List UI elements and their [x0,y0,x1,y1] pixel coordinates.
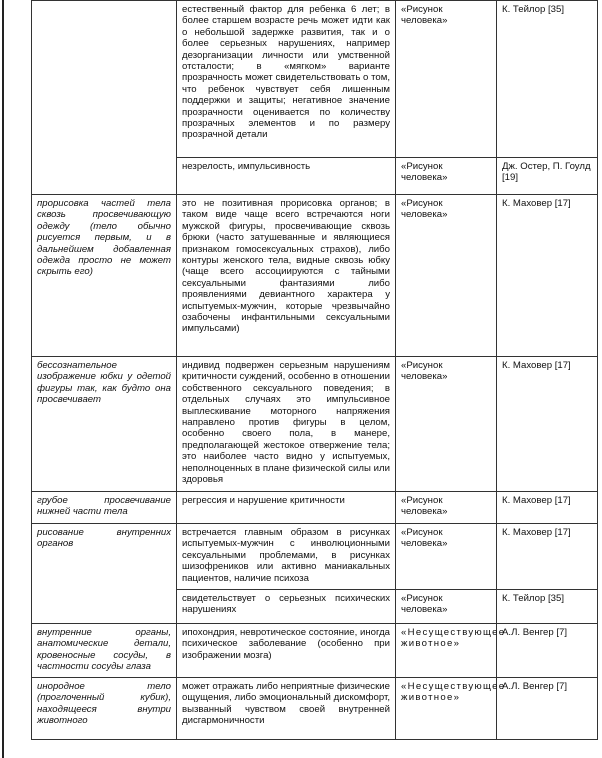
interpretation-cell: свидетельствует о серьезных психических нарушениях [177,590,396,624]
table-row [32,1,598,158]
test-name-cell: «Рисунок человека» [396,357,497,492]
sign-cell: инородное тело (проглоченный кубик), находящееся внутри животного [32,678,177,740]
sign-cell [32,1,177,195]
sign-cell: прорисовка частей тела сквозь просвечивающую одежду (тело обычно рисуется первым, и в дальнейшем добавленная одежда просто не может скрыть его) [32,195,177,357]
interpretation-table [31,0,598,740]
test-name-cell: «Рисунок человека» [396,158,497,195]
table-row [32,492,598,524]
sign-cell: грубое просвечивание нижней части тела [32,492,177,524]
interpretation-cell: незрелость, импульсивность [177,158,396,195]
interpretation-cell: регрессия и нарушение критичности [177,492,396,524]
table-row [32,624,598,678]
table-row [32,195,598,357]
sign-cell: внутренние органы, анатомические детали, кровеносные сосуды, в частности сосуды глаза [32,624,177,678]
interpretation-cell: естественный фактор для ребенка 6 лет; в более старшем возрасте речь может идти как о небольшой задержке развития, так и о более серьезных нарушениях, например дезорганизации личности или умственной отсталости; в «мягком» варианте прозрачность может свидетельствовать о том, что ребенок чувствует себя лишенным поддержки и защиты; негативное значение прозрачности оценивается по количеству прозрачных элементов и по размеру прозрачной детали [177,1,396,158]
table-row [32,524,598,590]
author-cell: К. Маховер [17] [497,357,598,492]
author-cell: К. Тейлор [35] [497,590,598,624]
test-name-cell: «Несуществующее животное» [396,678,497,740]
page-binding-line [2,0,4,758]
interpretation-cell: это не позитивная прорисовка органов; в таком виде чаще всего встречаются ноги мужской фигуры, просвечивающие сквозь брюки (часто затушеванные и являющиеся признаком гомосексуальных страхов), либо контуры женского тела, видные сквозь юбку (чаще всего ассоциируются с тайными сексуальными фантазиями либо проявлениями девиантного характера у испытуемых-мужчин, которые чрезвычайно озабочены инфантильными сексуальными импульсами) [177,195,396,357]
table-row [32,678,598,740]
interpretation-cell: ипохондрия, невротическое состояние, иногда психическое заболевание (особенно при изображении мозга) [177,624,396,678]
sign-cell: рисование внутренних органов [32,524,177,624]
test-name-cell: «Несуществующее животное» [396,624,497,678]
author-cell: К. Маховер [17] [497,492,598,524]
sign-cell: бессознательное изображение юбки у одетой фигуры так, как будто она просвечивает [32,357,177,492]
author-cell: К. Маховер [17] [497,195,598,357]
interpretation-cell: может отражать либо неприятные физические ощущения, либо эмоциональный дискомфорт, вызванный чувством своей внутренней дисгармоничности [177,678,396,740]
interpretation-cell: встречается главным образом в рисунках испытуемых-мужчин с инволюционными сексуальными проблемами, в рисунках шизофреников или активно маниакальных пациентов, наличие психоза [177,524,396,590]
test-name-cell: «Рисунок человека» [396,492,497,524]
test-name-cell: «Рисунок человека» [396,524,497,590]
author-cell: К. Маховер [17] [497,524,598,590]
table-row [32,357,598,492]
author-cell: К. Тейлор [35] [497,1,598,158]
test-name-cell: «Рисунок человека» [396,590,497,624]
author-cell: А.Л. Венгер [7] [497,624,598,678]
author-cell: Дж. Остер, П. Гоулд [19] [497,158,598,195]
test-name-cell: «Рисунок человека» [396,1,497,158]
test-name-cell: «Рисунок человека» [396,195,497,357]
interpretation-cell: индивид подвержен серьезным нарушениям критичности суждений, особенно в отношении собственного сексуального поведения; в отдельных случаях это импульсивное выплескивание моторного напряжения направлено против фигуры в целом, особенно своего пола, в манере, предполагающей жестокое отвержение тела; это наиболее часто видно у испытуемых, неполноценных в плане физической силы или здоровья [177,357,396,492]
author-cell: А.Л. Венгер [7] [497,678,598,740]
